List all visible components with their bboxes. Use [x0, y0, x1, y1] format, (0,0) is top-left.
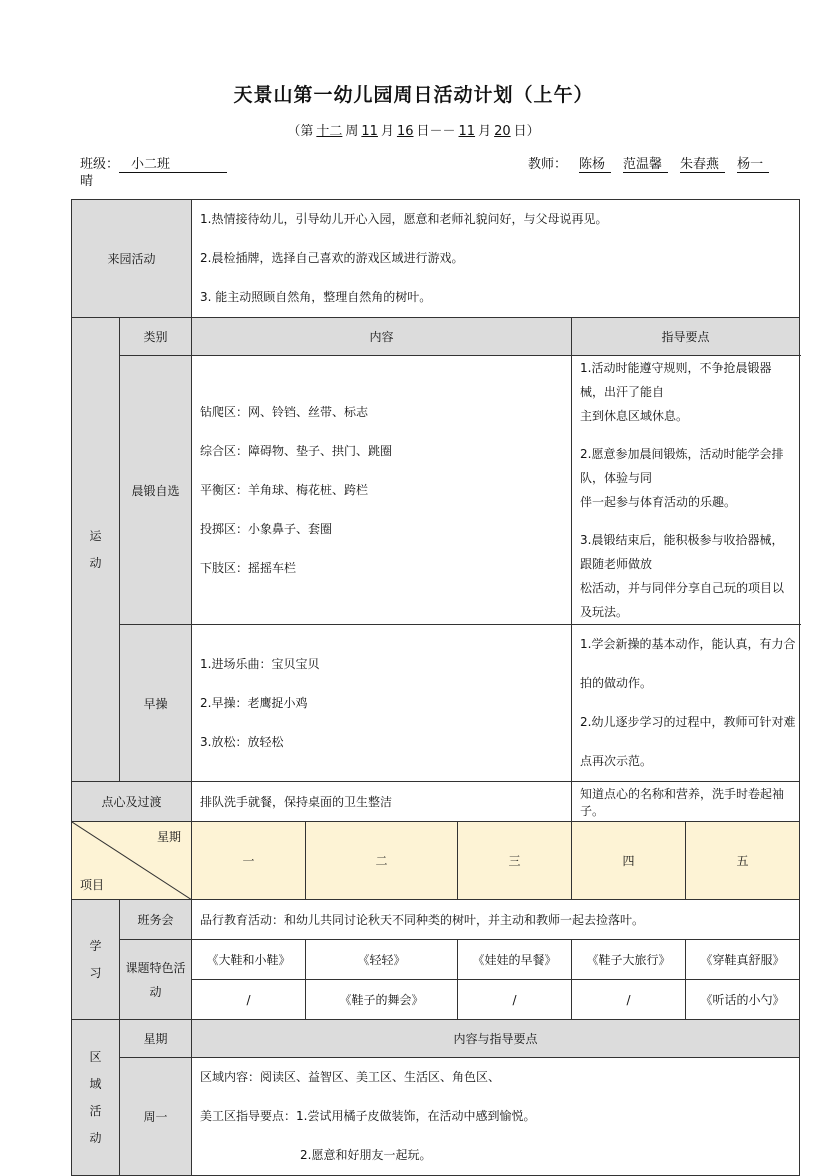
point-line: 松活动，并与同伴分享自己玩的项目以及玩法。: [580, 581, 785, 619]
topic-cell: 《娃娃的早餐》: [458, 940, 572, 980]
point-line: 3.晨锻结束后，能积极参与收拾器械，跟随老师做放: [580, 533, 784, 571]
week-number: 十二: [316, 124, 343, 139]
teacher-name: 陈杨: [579, 153, 611, 173]
class-info: [80, 153, 227, 173]
topic-cell: 《鞋子的舞会》: [306, 980, 458, 1020]
arrival-label: 来园活动: [72, 200, 192, 318]
point-line: 1.学会新操的基本动作，能认真，有力合拍的做动作。: [580, 637, 796, 690]
teacher-name: 范温馨: [623, 153, 668, 173]
zone-item: 钻爬区：网、铃铛、丝带、标志: [200, 404, 369, 419]
teacher-name-wrap: 晴: [80, 174, 94, 189]
topic-label-line: 动: [149, 984, 162, 999]
area-label-char: 域: [89, 1076, 102, 1091]
snack-row: [72, 782, 800, 822]
week-diagonal-header: [72, 822, 192, 900]
morning-points: [572, 356, 800, 625]
topic-cell: /: [192, 980, 306, 1020]
zone-item: 下肢区：摇摇车栏: [200, 560, 297, 575]
day-tuesday: 二: [306, 822, 458, 900]
end-month: 11: [458, 124, 476, 139]
area-label-char: 活: [89, 1103, 102, 1118]
morning-exercise-row: [72, 356, 800, 625]
point-line: 2.幼儿逐步学习的过程中，教师可针对难点再次示范。: [580, 715, 796, 768]
exercise-label: 早操: [120, 625, 192, 782]
item-label: 项目: [80, 878, 105, 892]
day-wednesday: 三: [458, 822, 572, 900]
page-title: 天景山第一幼儿园周日活动计划（上午）: [233, 84, 594, 106]
arrival-item: 2.晨检插牌，选择自己喜欢的游戏区域进行游戏。: [200, 251, 464, 265]
arrival-row: [72, 200, 800, 318]
date-text: 周: [345, 124, 359, 139]
day-monday: 一: [192, 822, 306, 900]
zone-item: 投掷区：小象鼻子、套圈: [200, 521, 333, 536]
area-weekday-header: 星期: [120, 1020, 192, 1058]
snack-label: 点心及过渡: [72, 782, 192, 822]
area-label-char: 动: [89, 1130, 102, 1145]
topic-cell: 《穿鞋真舒服》: [686, 940, 800, 980]
exercise-item: 1.进场乐曲：宝贝宝贝: [200, 656, 320, 671]
area-line: 2.愿意和好朋友一起玩。: [300, 1148, 432, 1162]
point-line: 2.愿意参加晨间锻炼，活动时能学会排队，体验与同: [580, 447, 784, 485]
points-header: 指导要点: [572, 318, 800, 356]
exercise-content: [192, 625, 572, 782]
content-header: 内容: [192, 318, 572, 356]
point-line: 主到休息区域休息。: [580, 409, 689, 423]
sports-header-row: [72, 318, 800, 356]
area-content-header: 内容与指导要点: [192, 1020, 800, 1058]
snack-points: 知道点心的名称和营养，洗手时卷起袖子。: [572, 782, 800, 822]
topic-cell: /: [458, 980, 572, 1020]
topic-cell: 《大鞋和小鞋》: [192, 940, 306, 980]
zone-item: 综合区：障碍物、垫子、拱门、跳圈: [200, 443, 393, 458]
date-text: （第: [287, 124, 314, 139]
sports-label-char: 运: [89, 528, 102, 543]
area-content: [192, 1058, 800, 1176]
weekday-label: 星期: [157, 830, 182, 844]
exercise-item: 3.放松：放轻松: [200, 734, 284, 749]
area-day-label: 周一: [120, 1058, 192, 1176]
teacher-name: 朱春燕: [680, 153, 725, 173]
area-line: 美工区指导要点：1.尝试用橘子皮做装饰，在活动中感到愉悦。: [200, 1109, 536, 1123]
class-meeting-row: [72, 900, 800, 940]
study-label-char: 学: [89, 938, 102, 953]
area-line: 区域内容：阅读区、益智区、美工区、生活区、角色区、: [200, 1070, 501, 1084]
date-text: 日）: [513, 124, 540, 139]
teacher-name: 杨一: [737, 153, 769, 173]
activity-plan-table: [71, 199, 800, 1176]
end-day: 20: [494, 124, 511, 139]
sports-label: [72, 318, 120, 782]
class-meeting-content: 品行教育活动：和幼儿共同讨论秋天不同种类的树叶，并主动和教师一起去捡落叶。: [192, 900, 800, 940]
date-text: 月: [380, 124, 394, 139]
snack-content: 排队洗手就餐，保持桌面的卫生整洁: [192, 782, 572, 822]
area-label: [72, 1020, 120, 1176]
exercise-item: 2.早操：老鹰捉小鸡: [200, 695, 308, 710]
study-label-char: 习: [89, 965, 102, 980]
start-day: 16: [396, 124, 414, 139]
sports-label-char: 动: [89, 555, 102, 570]
arrival-item: 3. 能主动照顾自然角，整理自然角的树叶。: [200, 290, 432, 304]
topic-cell: 《听话的小勺》: [686, 980, 800, 1020]
start-month: 11: [361, 124, 378, 139]
study-label: [72, 900, 120, 1020]
exercise-row: [72, 625, 800, 782]
area-monday-row: [72, 1058, 800, 1176]
class-meeting-label: 班务会: [120, 900, 192, 940]
class-value: 小二班: [119, 153, 227, 173]
date-text: 月: [478, 124, 492, 139]
date-text: 日－－: [416, 124, 456, 139]
exercise-points: [572, 625, 800, 782]
day-friday: 五: [686, 822, 800, 900]
point-line: 1.活动时能遵守规则，不争抢晨锻器械，出汗了能自: [580, 361, 772, 399]
zone-item: 平衡区：羊角球、梅花桩、跨栏: [200, 482, 369, 497]
class-label: 班级：: [80, 157, 120, 172]
topic-label: [120, 940, 192, 1020]
area-header-row: [72, 1020, 800, 1058]
teacher-info: [528, 153, 769, 173]
topic-cell: 《轻轻》: [306, 940, 458, 980]
topic-label-line: 课题特色活: [125, 960, 186, 975]
teacher-label: 教师：: [528, 157, 568, 172]
morning-label: 晨锻自选: [120, 356, 192, 625]
day-thursday: 四: [572, 822, 686, 900]
arrival-content: [192, 200, 800, 318]
area-label-char: 区: [89, 1049, 102, 1064]
arrival-item: 1.热情接待幼儿，引导幼儿开心入园，愿意和老师礼貌问好，与父母说再见。: [200, 212, 608, 226]
topic-row-1: [72, 940, 800, 980]
topic-cell: /: [572, 980, 686, 1020]
category-header: 类别: [120, 318, 192, 356]
date-range: [0, 120, 827, 139]
morning-content: [192, 356, 572, 625]
weekday-header-row: [72, 822, 800, 900]
topic-cell: 《鞋子大旅行》: [572, 940, 686, 980]
point-line: 伴一起参与体育活动的乐趣。: [580, 495, 737, 509]
